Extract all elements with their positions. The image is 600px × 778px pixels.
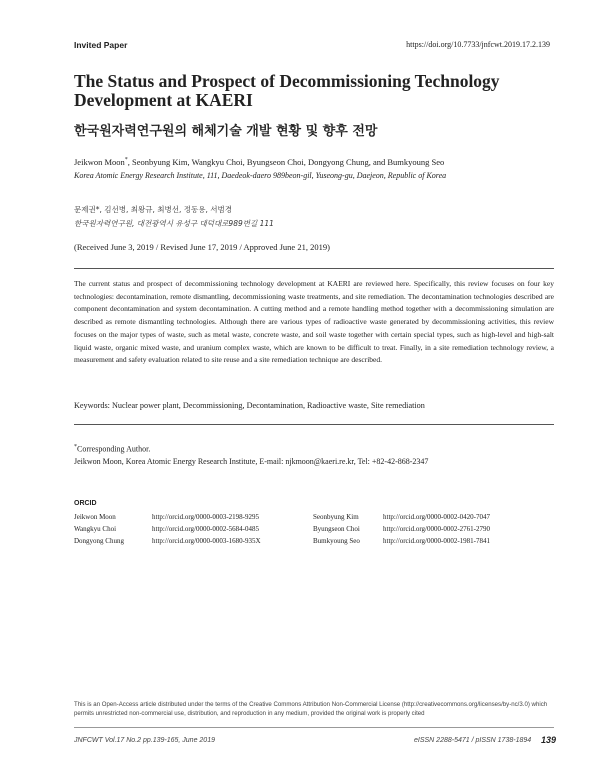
corresponding-label-text: Corresponding Author. xyxy=(77,444,151,454)
issn-info: eISSN 2288-5471 / pISSN 1738-1894 xyxy=(414,737,532,744)
keywords-line: Keywords: Nuclear power plant, Decommissioning, Decontamination, Radioactive waste, Site remediation xyxy=(74,401,425,410)
abstract-top-rule xyxy=(74,268,554,269)
corresponding-author-label xyxy=(74,444,150,454)
abstract-text: The current status and prospect of decommissioning technology development at KAERI are reviewed here. Specifically, this review focuses on four key technologies: decontamination, remote dismantling, decommissioning waste treatments, and site remediation. The decontamination technologies described are component decontamination and system decontamination. A cutting method and a remote handling method together with a decommissioning simulation are described as remote dismantling technologies. Although there are various types of radioactive waste generated by decommissioning activities, this review focuses on the major types of waste, such as metal waste, concrete waste, and soil waste together with certain special types, such as high-level and high-salt liquid waste, organic mixed waste, and uranium complex waste, which are known to be difficult to treat. Finally, in a site remediation technology review, a measurement and safety evaluation related to site reuse and a site remediation technique are described. xyxy=(74,279,554,365)
orcid-link[interactable]: http://orcid.org/0000-0003-1680-935X xyxy=(152,537,261,545)
orcid-row xyxy=(74,513,554,525)
paper-title: The Status and Prospect of Decommissioning Technology Development at KAERI xyxy=(74,71,500,110)
orcid-author-name: Dongyong Chung xyxy=(74,537,124,545)
orcid-author-name: Wangkyu Choi xyxy=(74,525,117,533)
corresponding-author-details: Jeikwon Moon, Korea Atomic Energy Research Institute, E-mail: njkmoon@kaeri.re.kr, Tel: +82-42-868-2347 xyxy=(74,457,429,466)
other-authors: , Seonbyung Kim, Wangkyu Choi, Byungseon Choi, Dongyong Chung, and Bumkyoung Seo xyxy=(127,157,445,167)
orcid-row xyxy=(74,525,554,537)
doi-link[interactable]: https://doi.org/10.7733/jnfcwt.2019.17.2.139 xyxy=(406,40,550,49)
footer-rule xyxy=(74,727,554,728)
abstract-bottom-rule xyxy=(74,424,554,425)
first-author: Jeikwon Moon xyxy=(74,157,125,167)
paper-title-korean: 한국원자력연구원의 해체기술 개발 현황 및 향후 전망 xyxy=(74,124,378,139)
orcid-author-name: Byungseon Choi xyxy=(313,525,360,533)
orcid-link[interactable]: http://orcid.org/0000-0002-2761-2790 xyxy=(383,525,490,533)
orcid-row xyxy=(74,537,554,549)
orcid-link[interactable]: http://orcid.org/0000-0002-5684-0485 xyxy=(152,525,259,533)
orcid-link[interactable]: http://orcid.org/0000-0002-1981-7841 xyxy=(383,537,490,545)
page-number: 139 xyxy=(541,735,557,745)
orcid-link[interactable]: http://orcid.org/0000-0003-2198-9295 xyxy=(152,513,259,521)
orcid-link[interactable]: http://orcid.org/0000-0002-0420-7047 xyxy=(383,513,490,521)
author-list xyxy=(74,157,554,167)
author-affiliation-korean: 한국원자력연구원, 대전광역시 유성구 대덕대로989번길 111 xyxy=(74,219,274,228)
corresponding-star: * xyxy=(74,444,77,450)
orcid-heading: ORCID xyxy=(74,500,97,507)
orcid-author-name: Jeikwon Moon xyxy=(74,513,116,521)
author-affiliation: Korea Atomic Energy Research Institute, 111, Daedeok-daero 989beon-gil, Yuseong-gu, Daejeon, Republic of Korea xyxy=(74,171,447,180)
license-notice: This is an Open-Access article distributed under the terms of the Creative Commons Attribution Non-Commercial License (http://creativecommons.org/licenses/by-nc/3.0) which permits unrestricted non-commercial use, distribution, and reproduction in any medium, provided the original work is properly cited xyxy=(74,701,548,717)
corresponding-mark: * xyxy=(124,157,128,164)
orcid-author-name: Bumkyoung Seo xyxy=(313,537,360,545)
orcid-author-name: Seonbyung Kim xyxy=(313,513,359,521)
received-dates: (Received June 3, 2019 / Revised June 17, 2019 / Approved June 21, 2019) xyxy=(74,242,330,252)
journal-citation: JNFCWT Vol.17 No.2 pp.139-165, June 2019 xyxy=(74,737,215,744)
author-list-korean: 문제권*, 김선병, 최왕규, 최병선, 정동용, 서범경 xyxy=(74,205,232,214)
article-type-label: Invited Paper xyxy=(74,40,128,50)
